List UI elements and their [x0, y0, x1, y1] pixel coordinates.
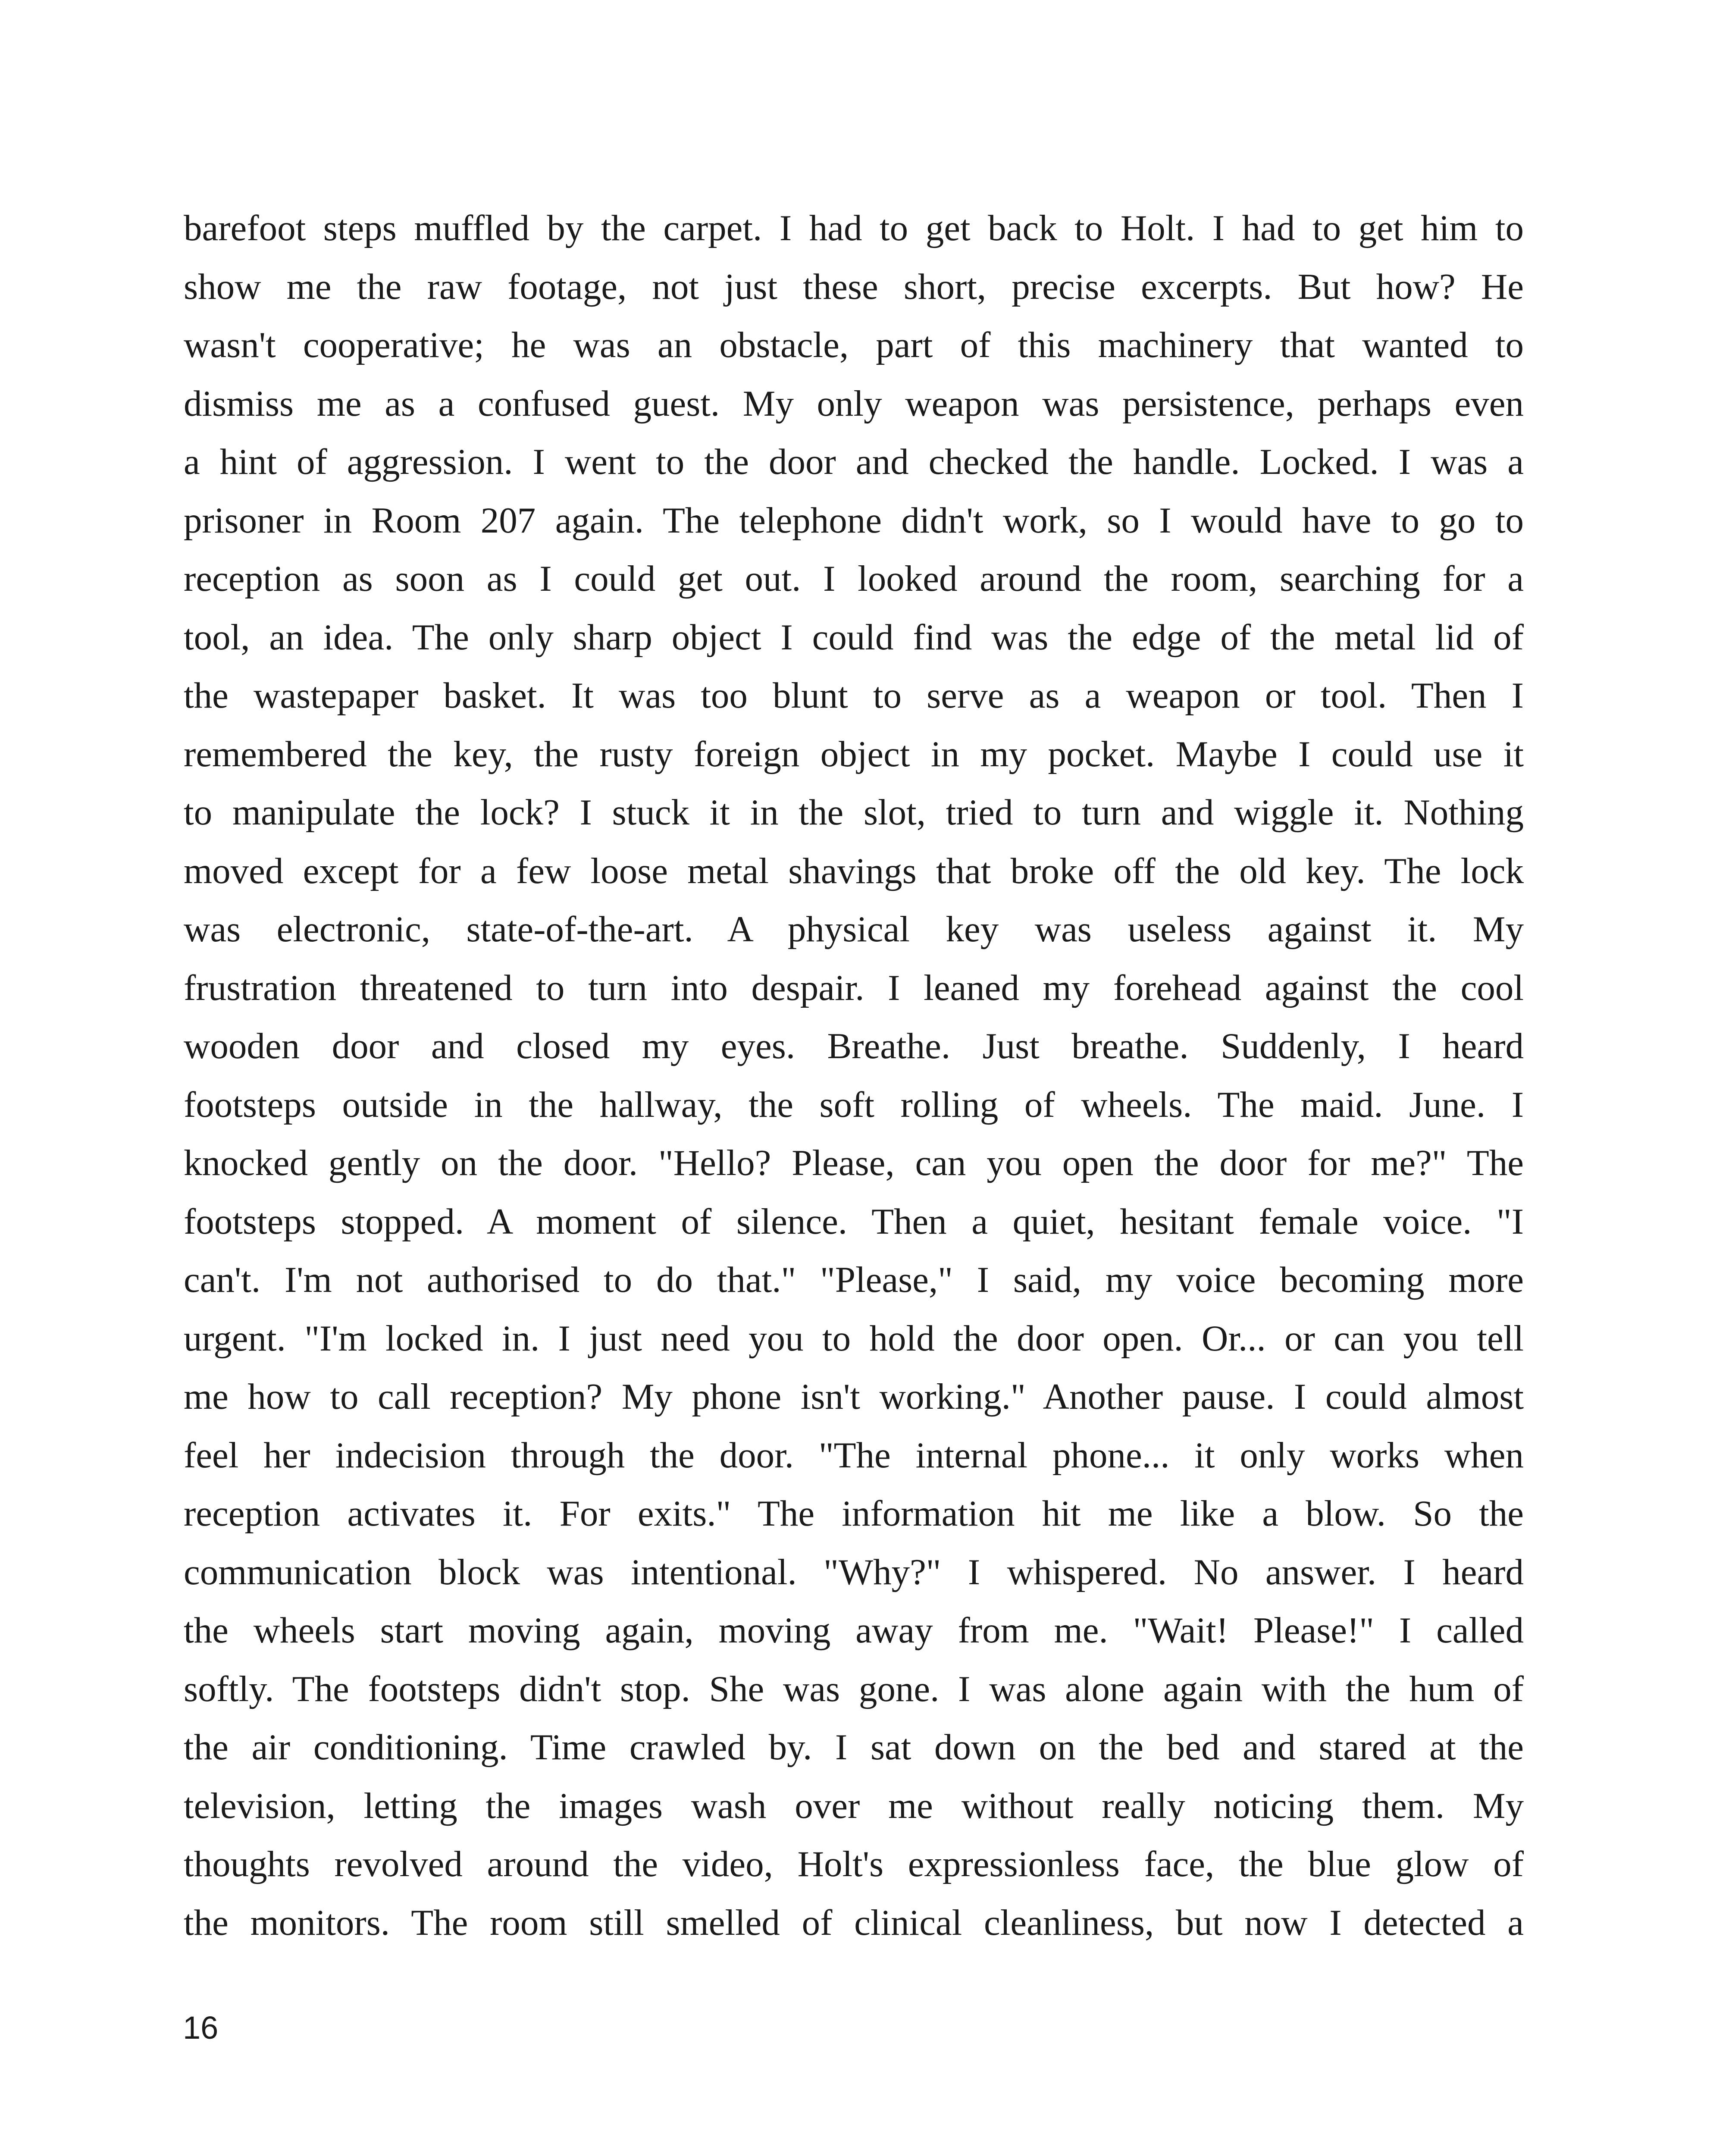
- text-line: tool, an idea. The only sharp object I could find was the edge of the metal lid of: [184, 617, 1524, 658]
- text-line: prisoner in Room 207 again. The telephone didn't work, so I would have to go to: [184, 500, 1524, 541]
- text-line: was electronic, state-of-the-art. A physical key was useless against it. My: [184, 909, 1524, 950]
- text-line: the wastepaper basket. It was too blunt to serve as a weapon or tool. Then I: [184, 675, 1524, 716]
- text-line: reception as soon as I could get out. I looked around the room, searching for a: [184, 558, 1524, 599]
- text-line: the monitors. The room still smelled of clinical cleanliness, but now I detected a: [184, 1902, 1524, 1943]
- text-line: footsteps outside in the hallway, the soft rolling of wheels. The maid. June. I: [184, 1084, 1524, 1125]
- body-text: [184, 199, 1524, 1952]
- text-line: moved except for a few loose metal shavings that broke off the old key. The lock: [184, 850, 1524, 891]
- text-line: urgent. "I'm locked in. I just need you to hold the door open. Or... or can you tell: [184, 1318, 1524, 1359]
- text-line: television, letting the images wash over me without really noticing them. My: [184, 1785, 1524, 1826]
- text-line: the air conditioning. Time crawled by. I sat down on the bed and stared at the: [184, 1727, 1524, 1767]
- text-line: dismiss me as a confused guest. My only weapon was persistence, perhaps even: [184, 383, 1524, 424]
- text-line: reception activates it. For exits." The information hit me like a blow. So the: [184, 1493, 1524, 1534]
- text-line: can't. I'm not authorised to do that." "Please," I said, my voice becoming more: [184, 1260, 1524, 1300]
- text-line: barefoot steps muffled by the carpet. I had to get back to Holt. I had to get him to: [184, 208, 1524, 248]
- text-line: thoughts revolved around the video, Holt's expressionless face, the blue glow of: [184, 1844, 1524, 1884]
- text-line: wooden door and closed my eyes. Breathe. Just breathe. Suddenly, I heard: [184, 1026, 1524, 1066]
- text-line: to manipulate the lock? I stuck it in the slot, tried to turn and wiggle it. Nothing: [184, 792, 1524, 833]
- text-line: feel her indecision through the door. "The internal phone... it only works when: [184, 1435, 1524, 1476]
- text-line: softly. The footsteps didn't stop. She was gone. I was alone again with the hum of: [184, 1668, 1524, 1709]
- text-line: remembered the key, the rusty foreign object in my pocket. Maybe I could use it: [184, 733, 1524, 774]
- text-line: me how to call reception? My phone isn't working." Another pause. I could almost: [184, 1376, 1524, 1417]
- text-line: show me the raw footage, not just these short, precise excerpts. But how? He: [184, 266, 1524, 307]
- text-line: wasn't cooperative; he was an obstacle, part of this machinery that wanted to: [184, 325, 1524, 365]
- text-line: frustration threatened to turn into despair. I leaned my forehead against the cool: [184, 967, 1524, 1008]
- text-line: communication block was intentional. "Why?" I whispered. No answer. I heard: [184, 1551, 1524, 1592]
- page-number: 16: [183, 2010, 219, 2046]
- text-line: a hint of aggression. I went to the door and checked the handle. Locked. I was a: [184, 442, 1524, 482]
- text-line: knocked gently on the door. "Hello? Please, can you open the door for me?" The: [184, 1143, 1524, 1183]
- text-line: the wheels start moving again, moving away from me. "Wait! Please!" I called: [184, 1610, 1524, 1651]
- text-line: footsteps stopped. A moment of silence. Then a quiet, hesitant female voice. "I: [184, 1201, 1524, 1242]
